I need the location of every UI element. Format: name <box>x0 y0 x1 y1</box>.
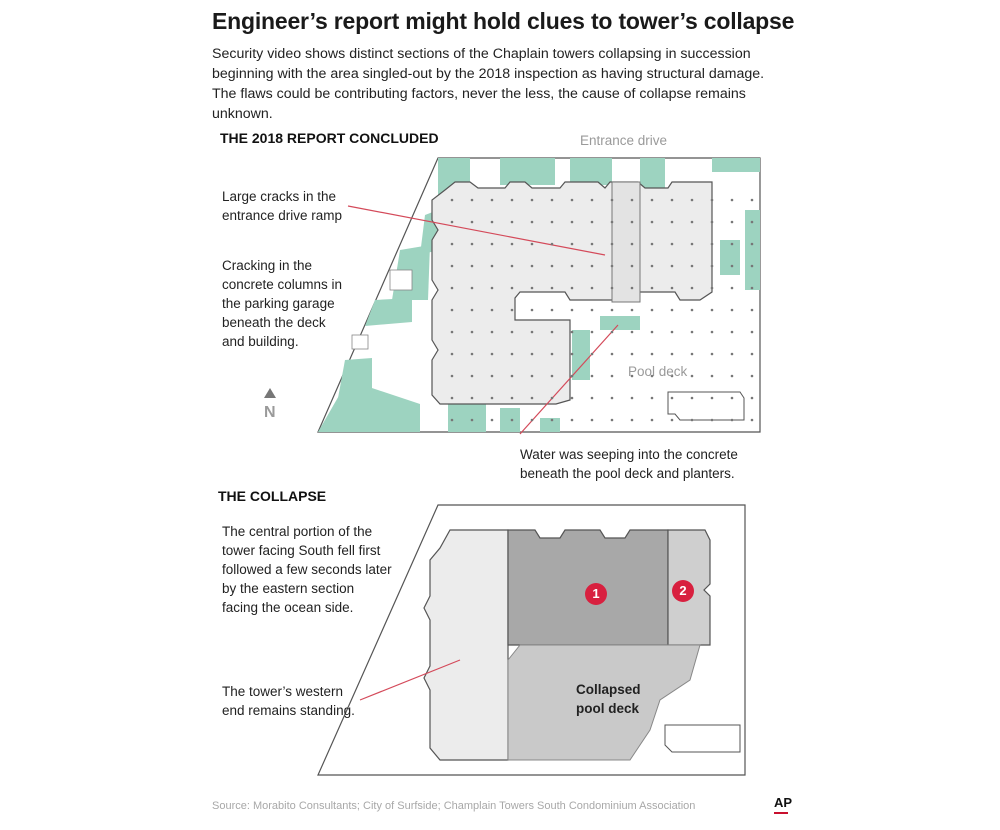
collapse-heading: THE COLLAPSE <box>218 488 327 504</box>
columns-label: Cracking in the concrete columns in the parking garage beneath the deck and building. <box>222 258 343 349</box>
pool-deck-label: Pool deck <box>628 364 688 379</box>
headline: Engineer’s report might hold clues to tower’s collapse <box>212 8 795 34</box>
entrance-drive-label: Entrance drive <box>580 133 668 148</box>
water-label: Water was seeping into the concrete beneath the pool deck and planters. <box>520 447 738 481</box>
source-credit: Source: Morabito Consultants; City of Surfside; Champlain Towers South Condominium Association <box>212 800 696 812</box>
cracks-ramp-label: Large cracks in the entrance drive ramp <box>222 189 343 223</box>
western-standing-label: The tower’s western end remains standing. <box>222 684 355 718</box>
report-heading: THE 2018 REPORT CONCLUDED <box>220 130 439 146</box>
collapse-order-badge-1: 1 <box>585 583 607 605</box>
ap-logo: AP <box>774 795 793 810</box>
collapsed-pool-label: Collapsed pool deck <box>576 682 641 716</box>
central-collapse-label: The central portion of the tower facing South fell first followed a few seconds later by the eastern section facing the ocean side. <box>222 524 392 615</box>
pool-outline-collapse <box>665 725 740 752</box>
intro-text: Security video shows distinct sections of the Chaplain towers collapsing in succession beginning with the area singled-out by the 2018 inspection as having structural damage. The flaws could be contributing factors, never the less, the cause of collapse remains unknown. <box>212 46 765 122</box>
ap-logo-underline <box>774 812 788 814</box>
western-section <box>424 530 508 760</box>
collapse-order-badge-2: 2 <box>672 580 694 602</box>
north-label: N <box>264 404 276 421</box>
